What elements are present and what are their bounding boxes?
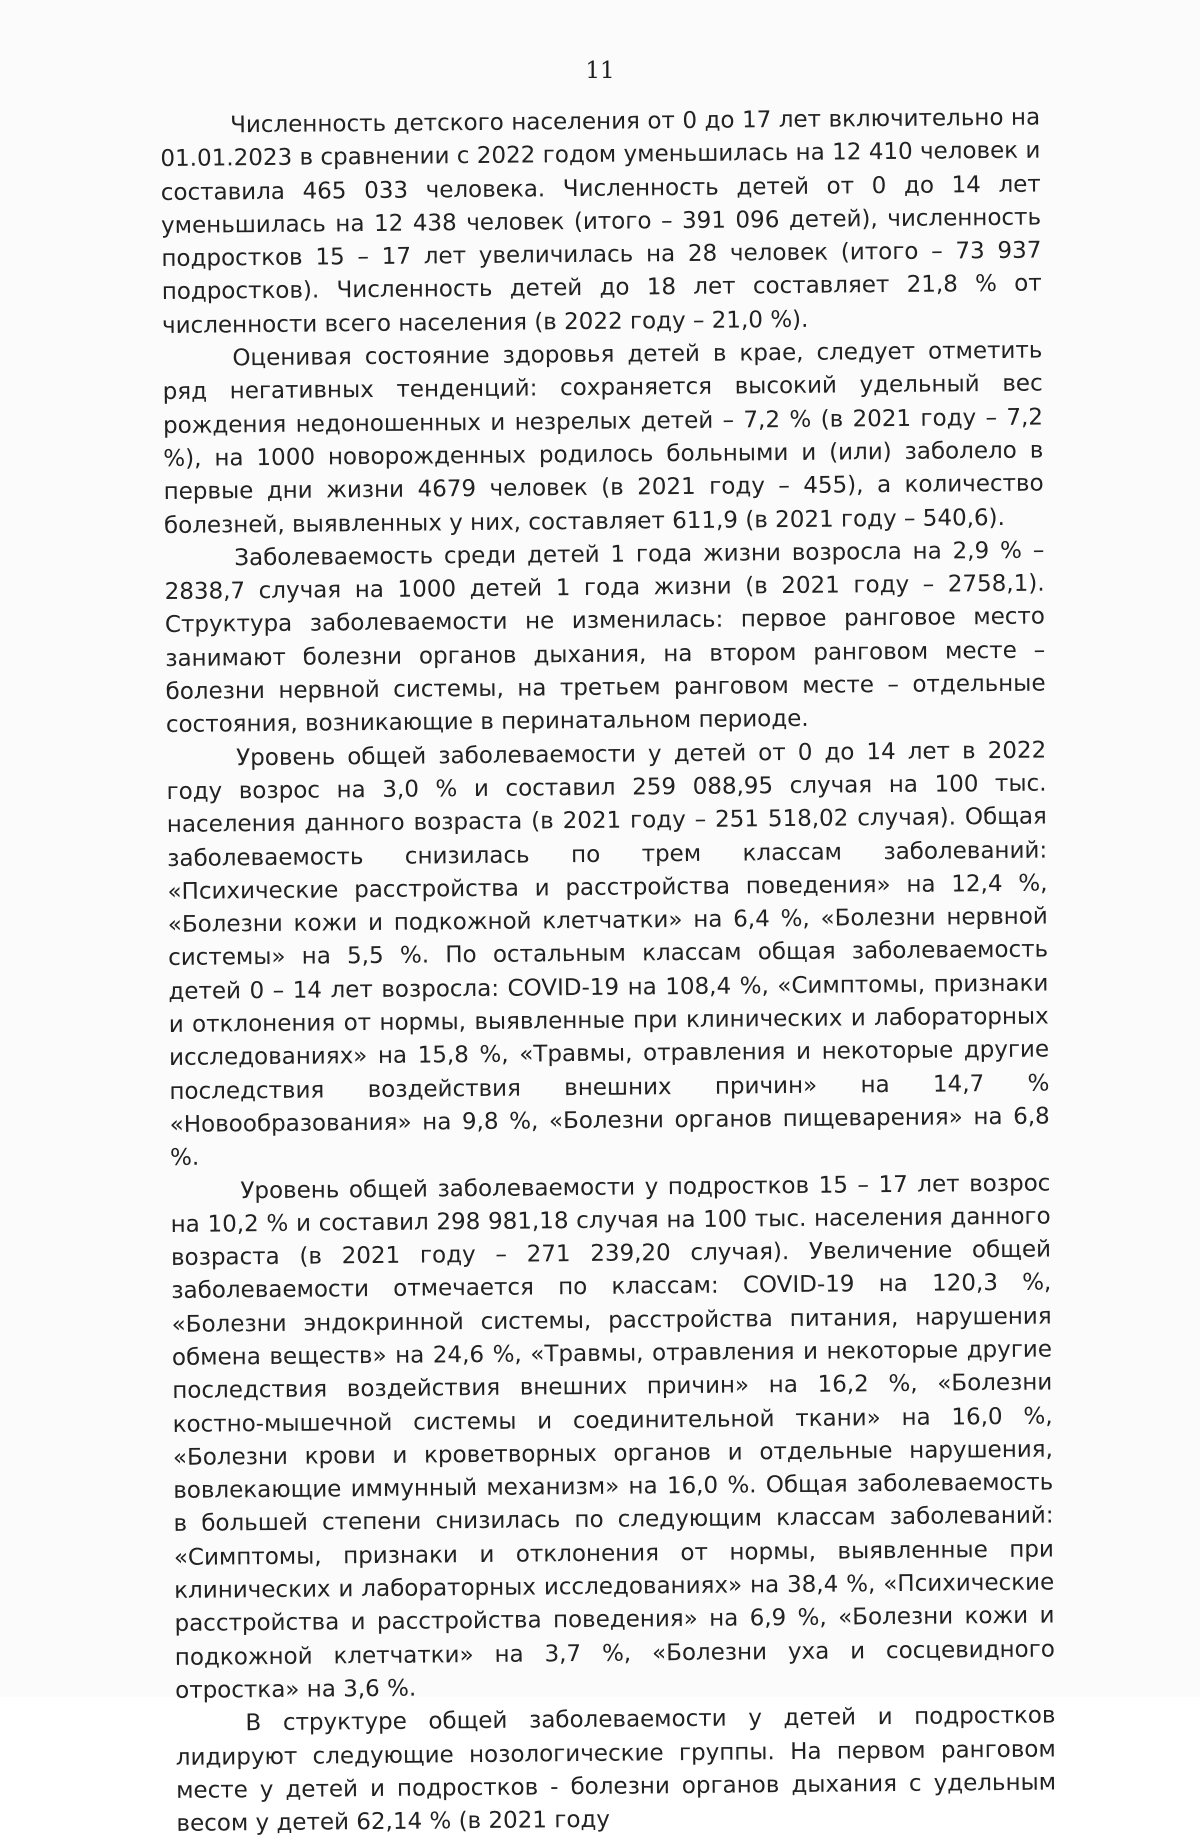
page-number: 11 [585,58,615,84]
paragraph-morbidity-structure: В структуре общей заболеваемости у детей и подростков лидируют следующие нозологические группы. На первом ранговом месте у детей и подростков - болезни органов дыхания с удельным весом у детей 62,14 % (в 2021 году [175,1702,1057,1838]
paragraph-infant-morbidity: Заболеваемость среди детей 1 года жизни возросла на 2,9 % – 2838,7 случая на 1000 детей 1 года жизни (в 2021 году – 2758,1). Структура заболеваемости не изменилась: первое ранговое место занимают болезни органов дыхания, на втором ранговом месте – болезни нервной системы, на третьем ранговом месте – отдельные состояния, возникающие в перинатальном периоде. [164,537,1046,739]
paragraph-child-health-trends: Оценивая состояние здоровья детей в крае, следует отметить ряд негативных тенденций: сохраняется высокий удельный вес рождения недоношенных и незрелых детей – 7,2 % (в 2021 году – 7,2 %), на 1000 новорожденных родилось больными и (или) заболело в первые дни жизни 4679 человек (в 2021 году – 455), а количество болезней, выявленных у них, составляет 611,9 (в 2021 году – 540,6). [162,337,1044,539]
paragraph-children-0-14-morbidity: Уровень общей заболеваемости у детей от 0 до 14 лет в 2022 году возрос на 3,0 % и составил 259 088,95 случая на 100 тыс. населения данного возраста (в 2021 году – 251 518,02 случая). Общая заболеваемость снизилась по трем классам заболеваний: «Психические расстройства и расстройства поведения» на 12,4 %, «Болезни кожи и подкожной клетчатки» на 6,4 %, «Болезни нервной системы» на 5,5 %. По остальным классам общая заболеваемость детей 0 – 14 лет возросла: COVID-19 на 108,4 %, «Симптомы, признаки и отклонения от нормы, выявленные при клинических и лабораторных исследованиях» на 15,8 %, «Травмы, отравления и некоторые другие последствия воздействия внешних причин» на 14,7 % «Новообразования» на 9,8 %, «Болезни органов пищеварения» на 6,8 %. [166,737,1050,1172]
paragraph-child-population: Численность детского населения от 0 до 17 лет включительно на 01.01.2023 в сравнении с 2022 годом уменьшилась на 12 410 человек и составила 465 033 человека. Численность детей от 0 до 14 лет уменьшилась на 12 438 человек (итого – 391 096 детей), численность подростков 15 – 17 лет увеличилась на 28 человек (итого – 73 937 подростков). Численность детей до 18 лет составляет 21,8 % от численности всего населения (в 2022 году – 21,0 %). [160,104,1042,339]
paragraph-adolescents-15-17-morbidity: Уровень общей заболеваемости у подростков 15 – 17 лет возрос на 10,2 % и составил 298 981,18 случая на 100 тыс. населения данного возраста (в 2021 году – 271 239,20 случая). Увеличение общей заболеваемости отмечается по классам: COVID-19 на 120,3 %, «Болезни эндокринной системы, расстройства питания, нарушения обмена веществ» на 24,6 %, «Травмы, отравления и некоторые другие последствия воздействия внешних причин» на 16,2 %, «Болезни костно-мышечной системы и соединительной ткани» на 16,0 %, «Болезни крови и кроветворных органов и отдельные нарушения, вовлекающие иммунный механизм» на 16,0 %. Общая заболеваемость в большей степени снизилась по следующим классам заболеваний: «Симптомы, признаки и отклонения от нормы, выявленные при клинических и лабораторных исследованиях» на 38,4 %, «Психические расстройства и расстройства поведения» на 6,9 %, «Болезни кожи и подкожной клетчатки» на 3,7 %, «Болезни уха и сосцевидного отростка» на 3,6 %. [170,1170,1055,1704]
body-text [160,102,1057,1841]
